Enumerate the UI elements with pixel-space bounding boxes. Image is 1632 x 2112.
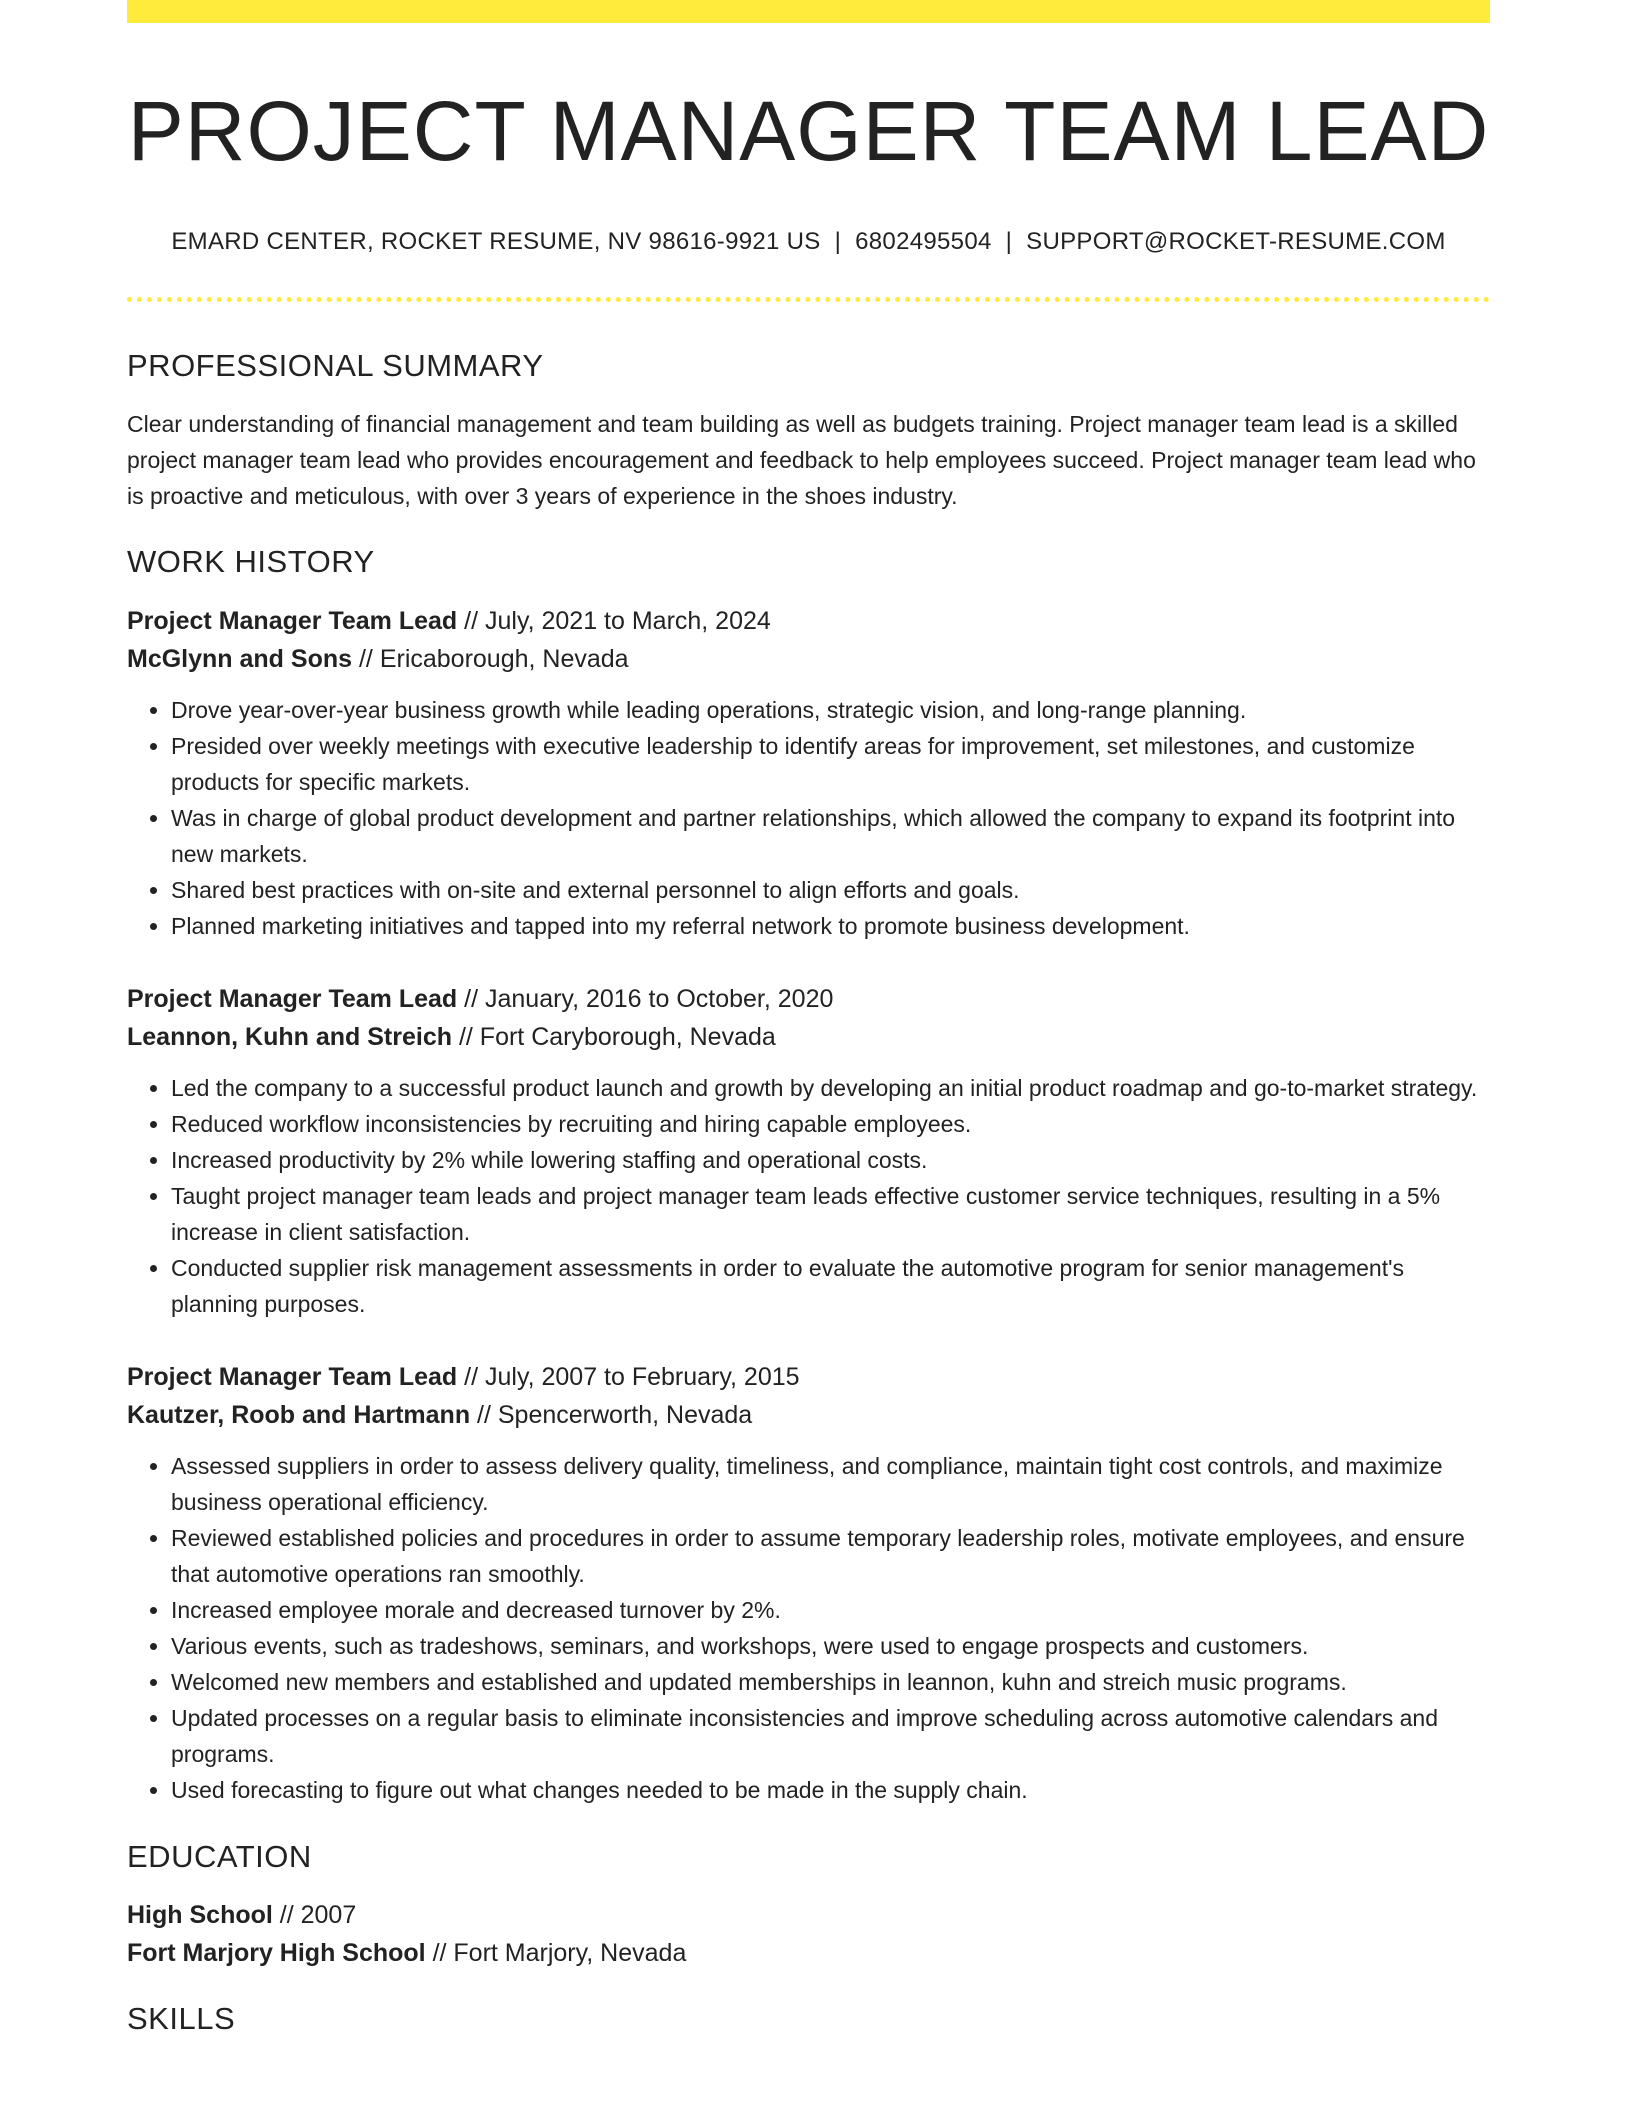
job-bullet: • Conducted supplier risk management assessments in order to evaluate the automotive program for senior management's planning purposes.	[171, 1250, 1490, 1322]
education-degree-line	[127, 1896, 1490, 1934]
job-company-line	[127, 640, 1490, 678]
job-location: // Spencerworth, Nevada	[470, 1401, 753, 1430]
job-role-line	[127, 980, 1490, 1018]
job-company-line	[127, 1396, 1490, 1434]
summary-text: Clear understanding of financial management and team building as well as budgets training. Project manager team lead is a skilled project manager team lead who provides encouragement and feedback to help employees succeed. Project manager team lead who is proactive and meticulous, with over 3 years of experience in the shoes industry.	[127, 411, 1476, 510]
job-bullet: • Increased employee morale and decreased turnover by 2%.	[171, 1592, 1490, 1628]
job-bullet: • Presided over weekly meetings with executive leadership to identify areas for improvement, set milestones, and customize products for specific markets.	[171, 728, 1490, 800]
job-dates: // January, 2016 to October, 2020	[457, 985, 834, 1014]
job-bullet: • Various events, such as tradeshows, seminars, and workshops, were used to engage prospects and customers.	[171, 1628, 1490, 1664]
job-dates: // July, 2021 to March, 2024	[457, 607, 771, 636]
job-entry	[127, 980, 1490, 1322]
job-bullet: • Updated processes on a regular basis to eliminate inconsistencies and improve scheduling across automotive calendars and programs.	[171, 1700, 1490, 1772]
job-entry	[127, 602, 1490, 944]
resume-name: PROJECT MANAGER TEAM LEAD	[127, 84, 1490, 178]
section-title-skills: SKILLS	[127, 2000, 236, 2036]
job-bullets	[127, 692, 1490, 944]
job-bullet: • Assessed suppliers in order to assess delivery quality, timeliness, and compliance, maintain tight cost controls, and maximize business operational efficiency.	[171, 1448, 1490, 1520]
job-dates: // July, 2007 to February, 2015	[457, 1363, 800, 1392]
job-bullet: • Shared best practices with on-site and external personnel to align efforts and goals.	[171, 872, 1490, 908]
job-bullet: • Welcomed new members and established and updated memberships in leannon, kuhn and streich music programs.	[171, 1664, 1490, 1700]
education-school: Fort Marjory High School	[127, 1938, 426, 1967]
section-title-education: EDUCATION	[127, 1839, 312, 1875]
job-location: // Ericaborough, Nevada	[352, 645, 629, 674]
contact-phone: 6802495504	[855, 227, 992, 255]
job-role: Project Manager Team Lead	[127, 985, 458, 1014]
job-bullet: • Led the company to a successful product launch and growth by developing an initial product roadmap and go-to-market strategy.	[171, 1070, 1490, 1106]
education-entry	[127, 1896, 1490, 1972]
job-role-line	[127, 1358, 1490, 1396]
education-location: // Fort Marjory, Nevada	[425, 1938, 687, 1967]
job-bullet: • Was in charge of global product development and partner relationships, which allowed the company to expand its footprint into new markets.	[171, 800, 1490, 872]
contact-email: SUPPORT@ROCKET-RESUME.COM	[1026, 227, 1446, 255]
contact-separator: |	[1005, 227, 1013, 255]
section-title-work-history: WORK HISTORY	[127, 544, 375, 580]
job-company: Leannon, Kuhn and Streich	[127, 1023, 453, 1052]
top-accent-bar	[127, 0, 1490, 23]
job-bullet: • Drove year-over-year business growth while leading operations, strategic vision, and long-range planning.	[171, 692, 1490, 728]
education-year: // 2007	[272, 1900, 357, 1929]
contact-address: EMARD CENTER, ROCKET RESUME, NV 98616-9921 US	[171, 227, 821, 255]
job-role-line	[127, 602, 1490, 640]
resume-page	[127, 0, 1490, 2037]
section-title-summary: PROFESSIONAL SUMMARY	[127, 347, 544, 383]
job-company-line	[127, 1018, 1490, 1056]
job-bullets	[127, 1070, 1490, 1322]
education-school-line	[127, 1934, 1490, 1972]
contact-line	[127, 226, 1490, 257]
contact-separator: |	[834, 227, 842, 255]
job-bullets	[127, 1448, 1490, 1808]
dotted-divider	[127, 297, 1490, 302]
job-bullet: • Reduced workflow inconsistencies by recruiting and hiring capable employees.	[171, 1106, 1490, 1142]
job-bullet: • Increased productivity by 2% while lowering staffing and operational costs.	[171, 1142, 1490, 1178]
job-role: Project Manager Team Lead	[127, 1363, 458, 1392]
job-bullet: • Taught project manager team leads and project manager team leads effective customer service techniques, resulting in a 5% increase in client satisfaction.	[171, 1178, 1490, 1250]
job-role: Project Manager Team Lead	[127, 607, 458, 636]
job-bullet: • Planned marketing initiatives and tapped into my referral network to promote business development.	[171, 908, 1490, 944]
job-bullet: • Reviewed established policies and procedures in order to assume temporary leadership roles, motivate employees, and ensure that automotive operations ran smoothly.	[171, 1520, 1490, 1592]
job-location: // Fort Caryborough, Nevada	[452, 1023, 776, 1052]
job-entry	[127, 1358, 1490, 1808]
job-company: McGlynn and Sons	[127, 645, 353, 674]
job-bullet: • Used forecasting to figure out what changes needed to be made in the supply chain.	[171, 1772, 1490, 1808]
education-degree: High School	[127, 1900, 273, 1929]
job-company: Kautzer, Roob and Hartmann	[127, 1401, 471, 1430]
